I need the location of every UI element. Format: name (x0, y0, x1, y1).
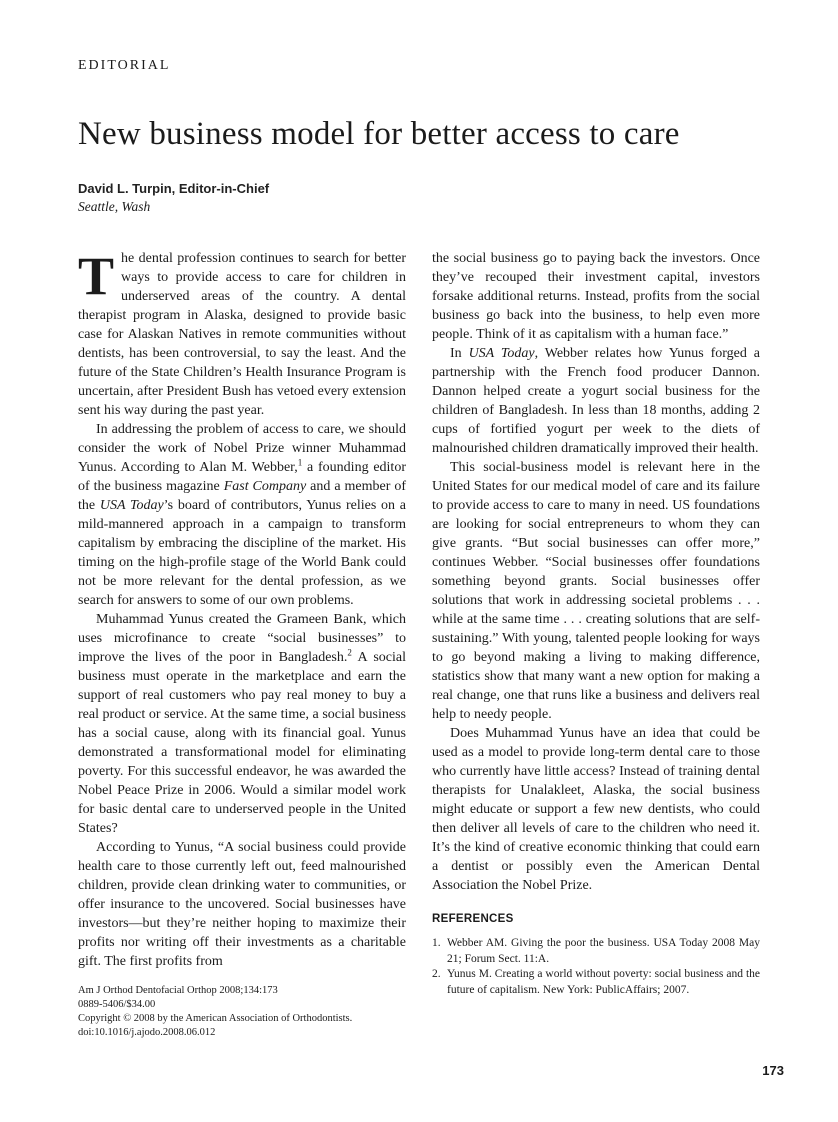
author-line: David L. Turpin, Editor-in-Chief (78, 181, 270, 196)
article-body (78, 246, 761, 1040)
article-title: New business model for better access to care (78, 116, 680, 152)
footnote-citation: Am J Orthod Dentofacial Orthop 2008;134:173 (78, 985, 278, 996)
paragraph: In addressing the problem of access to care, we should consider the work of Nobel Prize winner Muhammad Yunus. According to Alan M. Webber,$^1$ a founding editor of the business magazine Fast Company and a member of the USA Today’s board of contributors, Yunus relies on a mild-mannered approach in a campaign to transform capitalism by embracing the discipline of the market. His timing on the high-profile stage of the World Bank could not be more relevant for the dental profession, as we search for answers to some of our own problems. (78, 422, 406, 608)
lead-text: he dental profession continues to search for better ways to provide access to care for children in underserved areas of the country. A dental therapist program in Alaska, designed to provide basic case for Alaskan Natives in remote communities without dentists, has been controversial, to say the least. And the future of the State Children’s Health Insurance Program is uncertain, after President Bush has vetoed every extension sent his way during the past year. (78, 251, 406, 418)
section-label: EDITORIAL (78, 58, 171, 73)
reference-number: 1. (432, 937, 441, 949)
right-column (432, 249, 760, 1040)
footnote-doi: doi:10.1016/j.ajodo.2008.06.012 (78, 1027, 216, 1038)
reference-item (432, 967, 760, 998)
reference-text: Webber AM. Giving the poor the business. USA Today 2008 May 21; Forum Sect. 11:A. (447, 937, 760, 965)
paragraph: the social business go to paying back the investors. Once they’ve recouped their investment capital, investors forsake additional returns. Instead, profits from the social business go back into the business, to help even more people. Think of it as capitalism with a human face.” (432, 251, 760, 342)
paragraph: According to Yunus, “A social business could provide health care to those currently left out, feed malnourished children, provide clean drinking water to communities, or offer insurance to the uncovered. Social businesses have investors—but they’re neither hoping to maximize their profits nor writing off their investments as a charitable gift. The first profits from (78, 840, 406, 969)
reference-number: 2. (432, 968, 441, 980)
paragraph: In USA Today, Webber relates how Yunus forged a partnership with the French food producer Dannon. Dannon helped create a yogurt social business for the children of Bangladesh. In less than 18 months, adding 2 cups of fortified yogurt per week to the diets of malnourished children dramatically improved their health. (432, 346, 761, 456)
paragraph-lead (78, 246, 406, 420)
page-number: 173 (762, 1063, 784, 1078)
drop-cap: T (78, 246, 115, 306)
reference-text: Yunus M. Creating a world without poverty: social business and the future of capitalism. New York: PublicAffairs; 2007. (447, 968, 760, 996)
left-column (78, 246, 406, 1040)
paragraph: Does Muhammad Yunus have an idea that could be used as a model to provide long-term dental care to those who currently have little access? Instead of training dental therapists for Unalakleet, Alaska, the social business might educate or support a few new dentists, who could then deliver all levels of care to the children who need it. It’s the kind of creative economic thinking that could earn a dentist or possibly even the American Dental Association the Nobel Prize. (432, 726, 760, 893)
footnote-issn: 0889-5406/$34.00 (78, 999, 156, 1010)
references-section (432, 910, 760, 998)
references-heading: REFERENCES (432, 913, 514, 925)
author-location: Seattle, Wash (78, 199, 151, 214)
paragraph: Muhammad Yunus created the Grameen Bank, which uses microfinance to create “social businesses” to improve the lives of the poor in Bangladesh.$^2$ A social business must operate in the marketplace and earn the support of real customers who pay real money to buy a real product or service. At the same time, a social business has a social cause, along with its financial goal. Yunus demonstrated a transformational model for eliminating poverty. For this successful endeavor, he was awarded the Nobel Peace Prize in 2006. Would a similar model work for basic dental care to underserved people in the United States? (78, 612, 406, 836)
footnote-copyright: Copyright © 2008 by the American Association of Orthodontists. (78, 1013, 353, 1024)
reference-item (432, 936, 760, 967)
paragraph: This social-business model is relevant here in the United States for our medical model of care and its failure to provide access to care to many in need. US foundations are looking for social entrepreneurs to whom they can give grants. “But social businesses can offer more,” continues Webber. “Social businesses offer foundations something beyond grants. Social businesses offer solutions that work in addressing societal problems . . . while at the same time . . . creating solutions that are self-sustaining.” With young, talented people looking for ways to go beyond making a living to making difference, statistics show that many want a new option for making a real change, one that runs like a business and delivers real help to needy people. (432, 460, 760, 722)
footnote-block (78, 984, 406, 1040)
